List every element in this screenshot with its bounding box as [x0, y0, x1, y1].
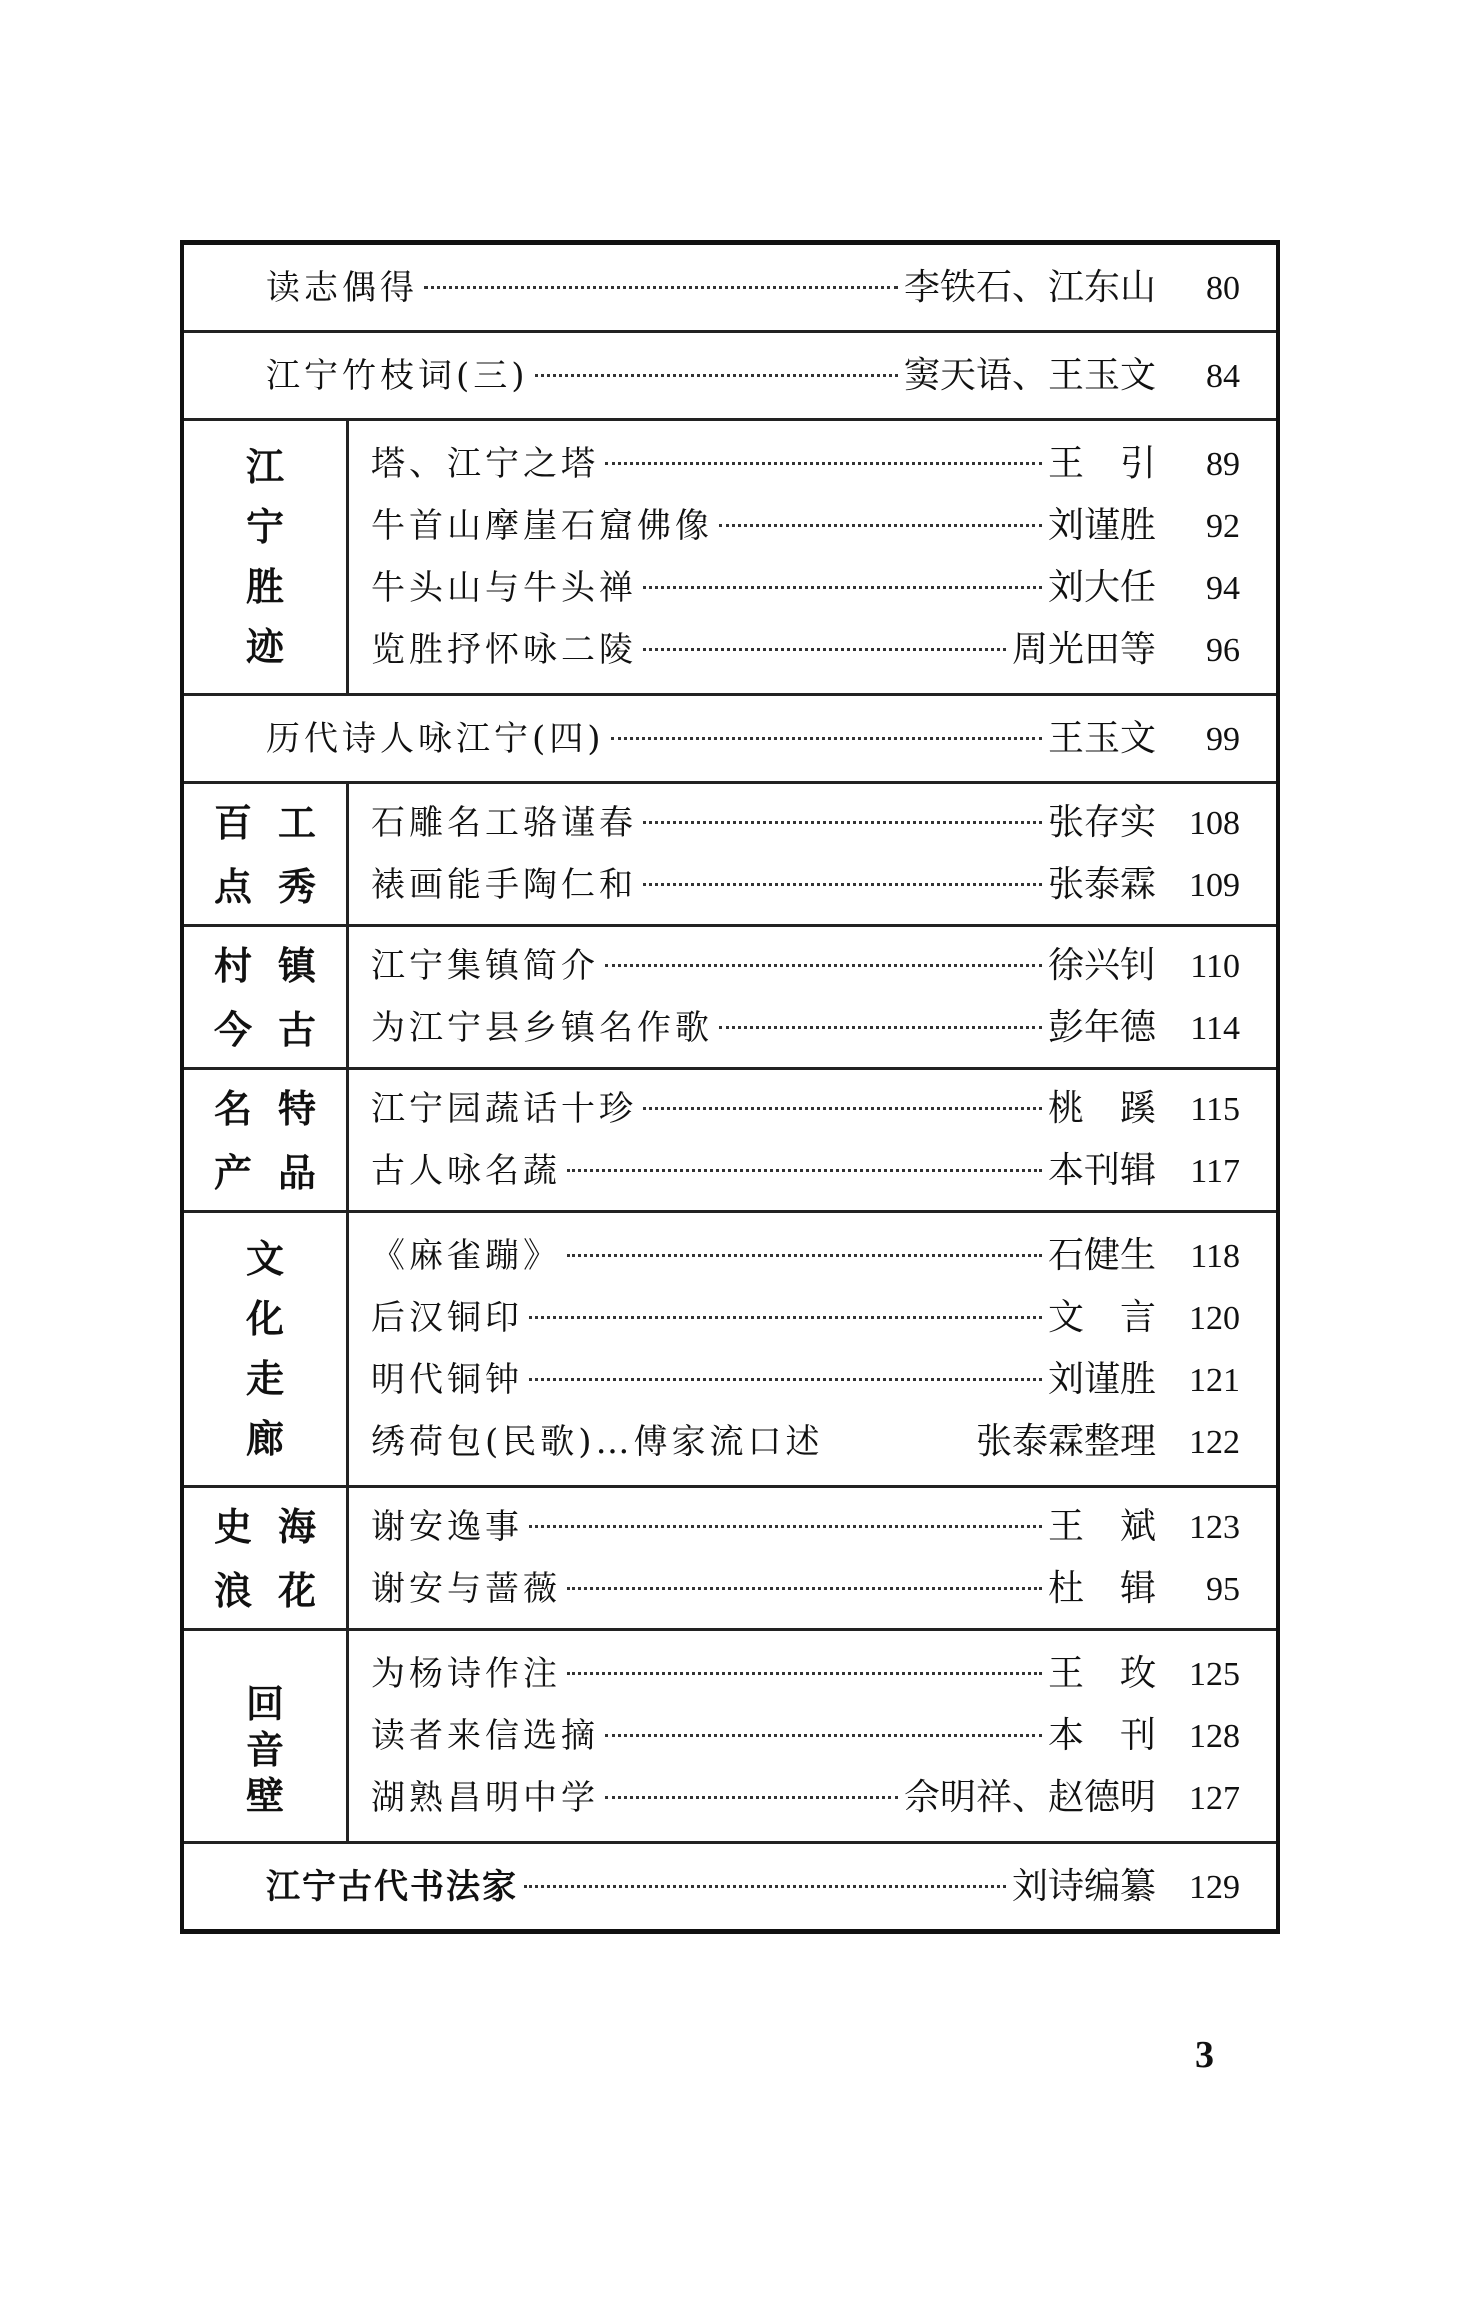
entry-page-number: 127 — [1189, 1780, 1240, 1817]
dot-leader — [535, 374, 898, 377]
toc-entry[interactable] — [349, 619, 1276, 681]
entry-page-number: 99 — [1206, 721, 1240, 758]
dot-leader — [643, 883, 1042, 886]
entry-author: 石健生 — [1047, 1235, 1156, 1276]
dot-leader — [567, 1587, 1042, 1590]
entry-title: 江宁竹枝词(三) — [266, 356, 529, 396]
entry-page-number: 92 — [1206, 508, 1240, 545]
dot-leader — [643, 586, 1042, 589]
toc-entry[interactable] — [349, 433, 1276, 495]
toc-entry[interactable] — [184, 1844, 1276, 1929]
toc-entry[interactable] — [349, 854, 1276, 916]
entry-author: 桃 蹊 — [1047, 1088, 1156, 1129]
section-label-char: 花 — [277, 1569, 316, 1613]
toc-entry[interactable] — [349, 1140, 1276, 1202]
entry-page-number: 96 — [1206, 632, 1240, 669]
entry-title: 牛首山摩崖石窟佛像 — [371, 506, 713, 546]
entry-title: 湖熟昌明中学 — [371, 1778, 599, 1818]
section-label — [184, 1070, 349, 1210]
toc-entry[interactable] — [184, 333, 1276, 418]
dot-leader — [567, 1169, 1042, 1172]
toc-section — [184, 1070, 1276, 1213]
entry-title: 江宁古代书法家 — [266, 1867, 518, 1907]
entry-author: 刘大任 — [1047, 567, 1156, 608]
section-label-char: 村 — [214, 944, 253, 988]
entry-page-number: 120 — [1189, 1300, 1240, 1337]
dot-leader — [605, 1734, 1042, 1737]
entry-page-number: 109 — [1189, 867, 1240, 904]
dot-leader — [643, 821, 1042, 824]
section-label-char: 胜 — [245, 565, 284, 609]
section-label-char: 秀 — [277, 865, 316, 909]
entry-author: 文 言 — [1047, 1297, 1156, 1338]
section-label-char: 史 — [214, 1505, 253, 1549]
toc-entry[interactable] — [184, 696, 1276, 781]
section-label-char: 点 — [214, 865, 253, 909]
section-label — [184, 927, 349, 1067]
dot-leader — [567, 1672, 1042, 1675]
section-label — [184, 1631, 349, 1841]
dot-leader — [719, 524, 1042, 527]
toc-section — [184, 1844, 1276, 1929]
page-number: 3 — [1195, 2034, 1214, 2076]
dot-leader — [567, 1254, 1042, 1257]
entry-page-number: 125 — [1189, 1656, 1240, 1693]
entry-author: 王 斌 — [1047, 1506, 1156, 1547]
toc-entry[interactable] — [349, 1349, 1276, 1411]
section-label-char: 名 — [214, 1087, 253, 1131]
toc-section — [184, 784, 1276, 927]
entry-title: 明代铜钟 — [371, 1360, 523, 1400]
section-label-char: 壁 — [245, 1774, 284, 1818]
section-label-char: 化 — [245, 1297, 284, 1341]
toc-entry[interactable] — [349, 1705, 1276, 1767]
entry-page-number: 108 — [1189, 805, 1240, 842]
entry-title: 江宁集镇简介 — [371, 946, 599, 986]
toc-entry[interactable] — [349, 1496, 1276, 1558]
entry-author: 徐兴钊 — [1047, 945, 1156, 986]
entry-title: 览胜抒怀咏二陵 — [371, 630, 637, 670]
entry-author: 刘谨胜 — [1047, 1359, 1156, 1400]
toc-entry[interactable] — [349, 1643, 1276, 1705]
entry-page-number: 84 — [1206, 358, 1240, 395]
section-label-char: 迹 — [245, 625, 284, 669]
entry-page-number: 117 — [1190, 1153, 1240, 1190]
entry-author: 杜 辑 — [1047, 1568, 1156, 1609]
section-label — [184, 1488, 349, 1628]
toc-section — [184, 1631, 1276, 1844]
entry-author: 李铁石、江东山 — [903, 267, 1156, 308]
toc-entry[interactable] — [349, 792, 1276, 854]
entry-title: 读志偶得 — [266, 268, 418, 308]
dot-leader — [605, 964, 1042, 967]
entry-page-number: 94 — [1206, 570, 1240, 607]
entry-page-number: 95 — [1206, 1571, 1240, 1608]
section-label-char: 音 — [245, 1728, 284, 1772]
section-label-char: 品 — [277, 1151, 316, 1195]
toc-entry[interactable] — [349, 935, 1276, 997]
entry-page-number: 123 — [1189, 1509, 1240, 1546]
entry-page-number: 89 — [1206, 446, 1240, 483]
section-label — [184, 421, 349, 693]
entry-page-number: 129 — [1189, 1869, 1240, 1906]
section-label-char: 古 — [277, 1008, 316, 1052]
section-label-char: 产 — [214, 1151, 253, 1195]
entry-page-number: 115 — [1190, 1091, 1240, 1128]
entry-author: 张泰霖 — [1047, 864, 1156, 905]
dot-leader — [529, 1316, 1042, 1319]
toc-entry[interactable] — [349, 997, 1276, 1059]
toc-section — [184, 421, 1276, 696]
entry-title: 读者来信选摘 — [371, 1716, 599, 1756]
toc-entry[interactable] — [349, 1767, 1276, 1829]
toc-entry[interactable] — [349, 495, 1276, 557]
section-label-char: 回 — [245, 1682, 284, 1726]
toc-entry[interactable] — [349, 557, 1276, 619]
entry-page-number: 114 — [1190, 1010, 1240, 1047]
dot-leader — [719, 1026, 1042, 1029]
section-label-char: 江 — [245, 445, 284, 489]
entry-page-number: 121 — [1189, 1362, 1240, 1399]
section-label — [184, 1213, 349, 1485]
section-label-char: 浪 — [214, 1569, 253, 1613]
entry-title: 江宁园蔬话十珍 — [371, 1089, 637, 1129]
entry-page-number: 122 — [1189, 1424, 1240, 1461]
section-label-char: 镇 — [277, 944, 316, 988]
table-of-contents — [180, 240, 1280, 1934]
dot-leader — [424, 286, 898, 289]
toc-section — [184, 927, 1276, 1070]
entry-author: 张存实 — [1047, 802, 1156, 843]
dot-leader — [643, 648, 1006, 651]
toc-entry[interactable] — [349, 1078, 1276, 1140]
entry-title: 牛头山与牛头禅 — [371, 568, 637, 608]
dot-leader — [611, 737, 1042, 740]
entry-author: 王玉文 — [1047, 718, 1156, 759]
section-label-char: 文 — [245, 1237, 284, 1281]
entry-title: 为杨诗作注 — [371, 1654, 561, 1694]
entry-title: 谢安与蔷薇 — [371, 1569, 561, 1609]
entry-author: 王 玫 — [1047, 1653, 1156, 1694]
dot-leader — [524, 1885, 1006, 1888]
section-label-char: 廊 — [245, 1417, 284, 1461]
entry-author: 刘谨胜 — [1047, 505, 1156, 546]
toc-section — [184, 245, 1276, 333]
entry-title: 绣荷包(民歌)…傅家流口述 — [371, 1422, 824, 1462]
dot-leader — [643, 1107, 1042, 1110]
toc-entry[interactable] — [349, 1558, 1276, 1620]
entry-title: 《麻雀蹦》 — [371, 1236, 561, 1276]
toc-section — [184, 696, 1276, 784]
entry-author: 周光田等 — [1011, 629, 1156, 670]
entry-title: 塔、江宁之塔 — [371, 444, 599, 484]
dot-leader — [605, 1796, 898, 1799]
section-label — [184, 784, 349, 924]
entry-author: 张泰霖整理 — [975, 1421, 1156, 1462]
entry-author: 佘明祥、赵德明 — [903, 1777, 1156, 1818]
entry-author: 窦天语、王玉文 — [903, 355, 1156, 396]
dot-leader — [529, 1525, 1042, 1528]
entry-page-number: 110 — [1190, 948, 1240, 985]
entry-author: 彭年德 — [1047, 1007, 1156, 1048]
section-label-char: 工 — [277, 801, 316, 845]
entry-page-number: 128 — [1189, 1718, 1240, 1755]
entry-author: 王 引 — [1047, 443, 1156, 484]
toc-entry[interactable] — [349, 1287, 1276, 1349]
section-label-char: 走 — [245, 1357, 284, 1401]
entry-title: 历代诗人咏江宁(四) — [266, 719, 605, 759]
section-label-char: 海 — [277, 1505, 316, 1549]
entry-author: 本刊辑 — [1047, 1150, 1156, 1191]
entry-title: 裱画能手陶仁和 — [371, 865, 637, 905]
toc-section — [184, 1488, 1276, 1631]
entry-title: 为江宁县乡镇名作歌 — [371, 1008, 713, 1048]
entry-title: 古人咏名蔬 — [371, 1151, 561, 1191]
section-label-char: 宁 — [245, 505, 284, 549]
toc-entry[interactable] — [184, 245, 1276, 330]
entry-author: 刘诗编纂 — [1011, 1866, 1156, 1907]
entry-page-number: 118 — [1190, 1238, 1240, 1275]
entry-page-number: 80 — [1206, 270, 1240, 307]
toc-section — [184, 333, 1276, 421]
dot-leader — [529, 1378, 1042, 1381]
toc-section — [184, 1213, 1276, 1488]
entry-title: 石雕名工骆谨春 — [371, 803, 637, 843]
entry-title: 后汉铜印 — [371, 1298, 523, 1338]
entry-author: 本 刊 — [1047, 1715, 1156, 1756]
entry-title: 谢安逸事 — [371, 1507, 523, 1547]
section-label-char: 特 — [277, 1087, 316, 1131]
dot-leader — [605, 462, 1042, 465]
toc-entry[interactable] — [349, 1225, 1276, 1287]
toc-entry[interactable] — [349, 1411, 1276, 1473]
section-label-char: 今 — [214, 1008, 253, 1052]
section-label-char: 百 — [214, 801, 253, 845]
